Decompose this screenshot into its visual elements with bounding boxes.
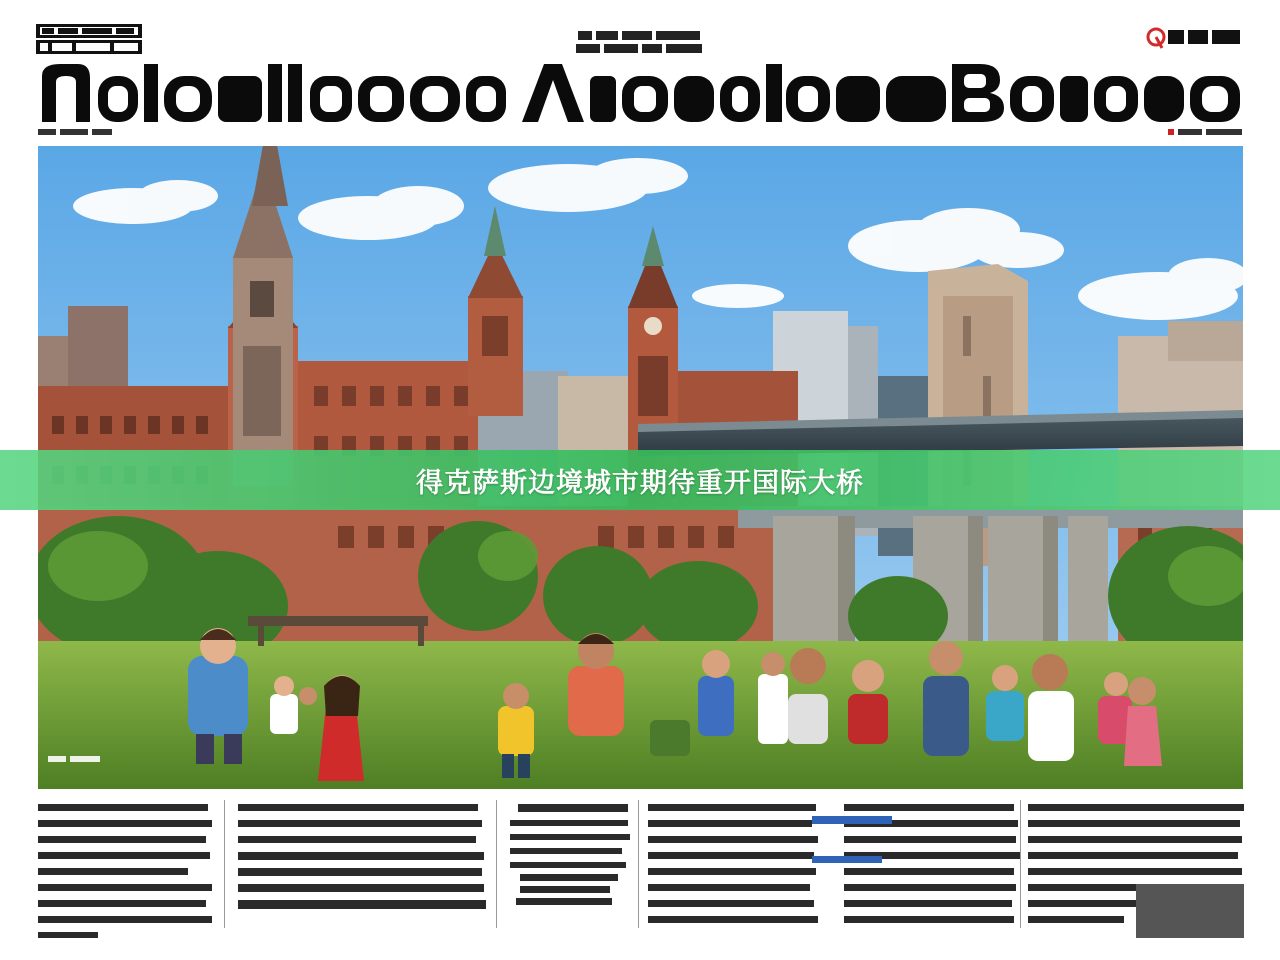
masthead-logo-right: [1146, 24, 1242, 52]
headline-lettering: [38, 58, 1244, 124]
masthead-center-lettering: [576, 28, 704, 56]
article-text-columns: [36, 800, 1248, 940]
masthead-logo-left: [36, 24, 142, 56]
title-banner: [0, 450, 1280, 510]
subline-left-lettering: [38, 127, 112, 137]
banner-title: 得克萨斯边境城市期待重开国际大桥: [416, 467, 864, 499]
subline-right-lettering: [1168, 127, 1242, 137]
